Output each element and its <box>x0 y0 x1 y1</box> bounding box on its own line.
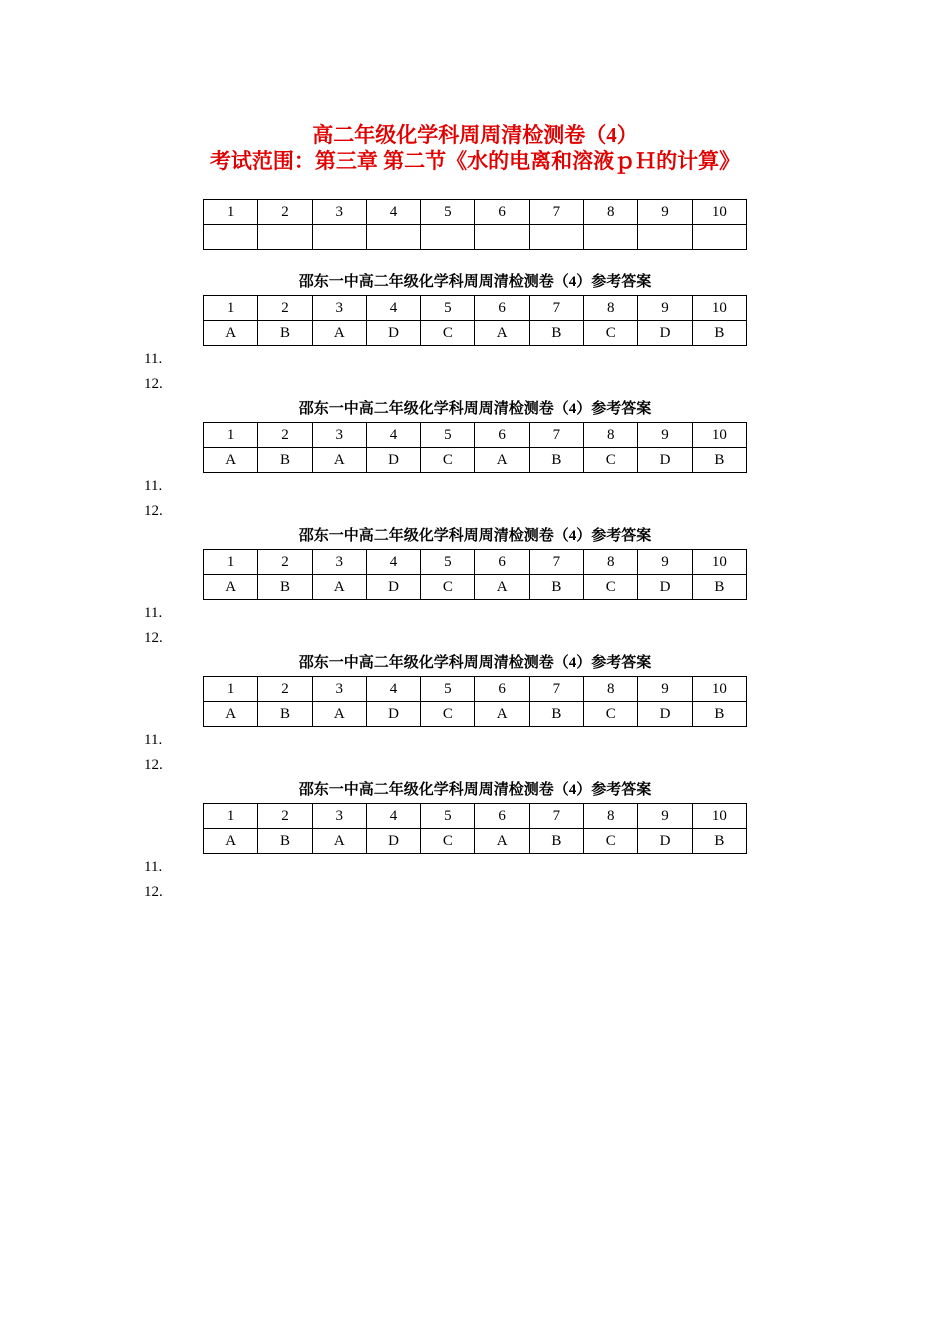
answer-cell: D <box>638 575 692 600</box>
answer-cell: C <box>584 321 638 346</box>
answer-cell: B <box>529 702 583 727</box>
number-cell: 10 <box>692 296 746 321</box>
answer-cell: B <box>529 321 583 346</box>
number-cell: 9 <box>638 677 692 702</box>
answer-key-answer-row <box>204 829 747 854</box>
answer-cell: A <box>475 829 529 854</box>
answer-cell: B <box>529 829 583 854</box>
answer-key-number-row <box>204 423 747 448</box>
number-cell: 6 <box>475 200 529 225</box>
answer-key-heading: 邵东一中高二年级化学科周周清检测卷（4）参考答案 <box>298 401 652 417</box>
question-11-label: 11. <box>144 351 163 367</box>
answer-cell: B <box>258 321 312 346</box>
answer-cell: C <box>584 448 638 473</box>
answer-cell: B <box>258 575 312 600</box>
number-cell: 8 <box>584 200 638 225</box>
number-cell: 8 <box>584 423 638 448</box>
answer-cell: B <box>692 829 746 854</box>
answer-key-answer-row <box>204 448 747 473</box>
answer-cell: D <box>638 829 692 854</box>
answer-cell: B <box>692 321 746 346</box>
answer-cell: A <box>475 448 529 473</box>
answer-cell: A <box>475 321 529 346</box>
answer-cell: A <box>204 829 258 854</box>
answer-key-number-row <box>204 550 747 575</box>
number-cell: 3 <box>312 804 366 829</box>
answer-cell: B <box>692 575 746 600</box>
number-cell: 8 <box>584 550 638 575</box>
answer-cell: B <box>692 702 746 727</box>
number-cell: 2 <box>258 296 312 321</box>
number-cell: 9 <box>638 296 692 321</box>
answer-blank-cell[interactable] <box>584 225 638 250</box>
answer-cell: A <box>204 575 258 600</box>
answer-cell: A <box>475 702 529 727</box>
answer-cell: D <box>366 702 420 727</box>
answer-cell: C <box>421 448 475 473</box>
answer-blank-cell[interactable] <box>312 225 366 250</box>
number-cell: 7 <box>529 296 583 321</box>
number-cell: 3 <box>312 423 366 448</box>
number-cell: 1 <box>204 423 258 448</box>
answer-cell: B <box>529 448 583 473</box>
number-cell: 2 <box>258 677 312 702</box>
number-cell: 10 <box>692 550 746 575</box>
number-cell: 5 <box>421 423 475 448</box>
answer-cell: A <box>312 448 366 473</box>
number-cell: 6 <box>475 550 529 575</box>
number-cell: 1 <box>204 677 258 702</box>
number-cell: 1 <box>204 804 258 829</box>
number-cell: 5 <box>421 296 475 321</box>
number-cell: 1 <box>204 296 258 321</box>
answer-cell: A <box>312 829 366 854</box>
answer-cell: A <box>312 321 366 346</box>
number-cell: 2 <box>258 200 312 225</box>
answer-cell: A <box>312 575 366 600</box>
number-cell: 9 <box>638 550 692 575</box>
question-12-label: 12. <box>144 884 163 900</box>
answer-key-heading: 邵东一中高二年级化学科周周清检测卷（4）参考答案 <box>298 528 652 544</box>
answer-key-answer-row <box>204 321 747 346</box>
number-cell: 10 <box>692 200 746 225</box>
number-cell: 10 <box>692 423 746 448</box>
number-cell: 4 <box>366 296 420 321</box>
answer-key-heading: 邵东一中高二年级化学科周周清检测卷（4）参考答案 <box>298 274 652 290</box>
question-12-label: 12. <box>144 376 163 392</box>
answer-cell: A <box>204 702 258 727</box>
number-cell: 9 <box>638 804 692 829</box>
answer-cell: B <box>258 448 312 473</box>
answer-cell: D <box>638 321 692 346</box>
answer-key-number-row <box>204 296 747 321</box>
answer-cell: A <box>204 321 258 346</box>
answer-cell: D <box>638 448 692 473</box>
answer-key-number-row <box>204 804 747 829</box>
answer-blank-cell[interactable] <box>529 225 583 250</box>
answer-cell: A <box>204 448 258 473</box>
answer-blank-cell[interactable] <box>421 225 475 250</box>
answer-key-heading: 邵东一中高二年级化学科周周清检测卷（4）参考答案 <box>298 782 652 798</box>
answer-cell: B <box>258 702 312 727</box>
number-cell: 3 <box>312 296 366 321</box>
number-cell: 7 <box>529 200 583 225</box>
answer-cell: D <box>366 448 420 473</box>
answer-key-heading: 邵东一中高二年级化学科周周清检测卷（4）参考答案 <box>298 655 652 671</box>
answer-cell: C <box>421 702 475 727</box>
number-cell: 7 <box>529 677 583 702</box>
answer-key-table <box>203 549 747 600</box>
answer-blank-cell[interactable] <box>366 225 420 250</box>
document-title: 高二年级化学科周周清检测卷（4） <box>312 123 638 147</box>
answer-cell: C <box>421 321 475 346</box>
number-cell: 2 <box>258 423 312 448</box>
number-cell: 6 <box>475 423 529 448</box>
number-cell: 1 <box>204 550 258 575</box>
answer-sheet-blank-row <box>204 225 747 250</box>
number-cell: 5 <box>421 550 475 575</box>
number-cell: 9 <box>638 423 692 448</box>
answer-cell: C <box>584 575 638 600</box>
answer-cell: C <box>584 829 638 854</box>
answer-blank-cell[interactable] <box>204 225 258 250</box>
answer-sheet-table <box>203 199 747 250</box>
answer-key-table <box>203 422 747 473</box>
answer-cell: D <box>366 321 420 346</box>
number-cell: 1 <box>204 200 258 225</box>
answer-cell: C <box>421 575 475 600</box>
answer-key-answer-row <box>204 702 747 727</box>
answer-cell: C <box>584 702 638 727</box>
number-cell: 3 <box>312 550 366 575</box>
answer-blank-cell[interactable] <box>475 225 529 250</box>
question-11-label: 11. <box>144 605 163 621</box>
number-cell: 4 <box>366 200 420 225</box>
answer-key-number-row <box>204 677 747 702</box>
question-12-label: 12. <box>144 757 163 773</box>
number-cell: 8 <box>584 677 638 702</box>
question-11-label: 11. <box>144 478 163 494</box>
answer-cell: D <box>366 575 420 600</box>
number-cell: 10 <box>692 804 746 829</box>
answer-cell: D <box>366 829 420 854</box>
number-cell: 10 <box>692 677 746 702</box>
question-12-label: 12. <box>144 503 163 519</box>
number-cell: 2 <box>258 550 312 575</box>
number-cell: 4 <box>366 677 420 702</box>
answer-cell: B <box>529 575 583 600</box>
number-cell: 8 <box>584 296 638 321</box>
answer-blank-cell[interactable] <box>258 225 312 250</box>
answer-cell: B <box>692 448 746 473</box>
answer-key-answer-row <box>204 575 747 600</box>
answer-key-table <box>203 676 747 727</box>
answer-cell: A <box>312 702 366 727</box>
number-cell: 9 <box>638 200 692 225</box>
answer-sheet-number-row <box>204 200 747 225</box>
number-cell: 4 <box>366 423 420 448</box>
number-cell: 6 <box>475 677 529 702</box>
question-12-label: 12. <box>144 630 163 646</box>
number-cell: 5 <box>421 200 475 225</box>
number-cell: 3 <box>312 677 366 702</box>
number-cell: 2 <box>258 804 312 829</box>
number-cell: 4 <box>366 804 420 829</box>
answer-key-table <box>203 295 747 346</box>
answer-cell: A <box>475 575 529 600</box>
number-cell: 6 <box>475 296 529 321</box>
number-cell: 8 <box>584 804 638 829</box>
answer-cell: D <box>638 702 692 727</box>
number-cell: 5 <box>421 804 475 829</box>
number-cell: 7 <box>529 550 583 575</box>
number-cell: 7 <box>529 423 583 448</box>
document-subtitle: 考试范围：第三章 第二节《水的电离和溶液ｐＨ的计算》 <box>209 149 741 173</box>
answer-blank-cell[interactable] <box>692 225 746 250</box>
number-cell: 5 <box>421 677 475 702</box>
answer-cell: C <box>421 829 475 854</box>
number-cell: 3 <box>312 200 366 225</box>
answer-blank-cell[interactable] <box>638 225 692 250</box>
number-cell: 6 <box>475 804 529 829</box>
question-11-label: 11. <box>144 859 163 875</box>
answer-key-table <box>203 803 747 854</box>
question-11-label: 11. <box>144 732 163 748</box>
number-cell: 4 <box>366 550 420 575</box>
answer-cell: B <box>258 829 312 854</box>
number-cell: 7 <box>529 804 583 829</box>
